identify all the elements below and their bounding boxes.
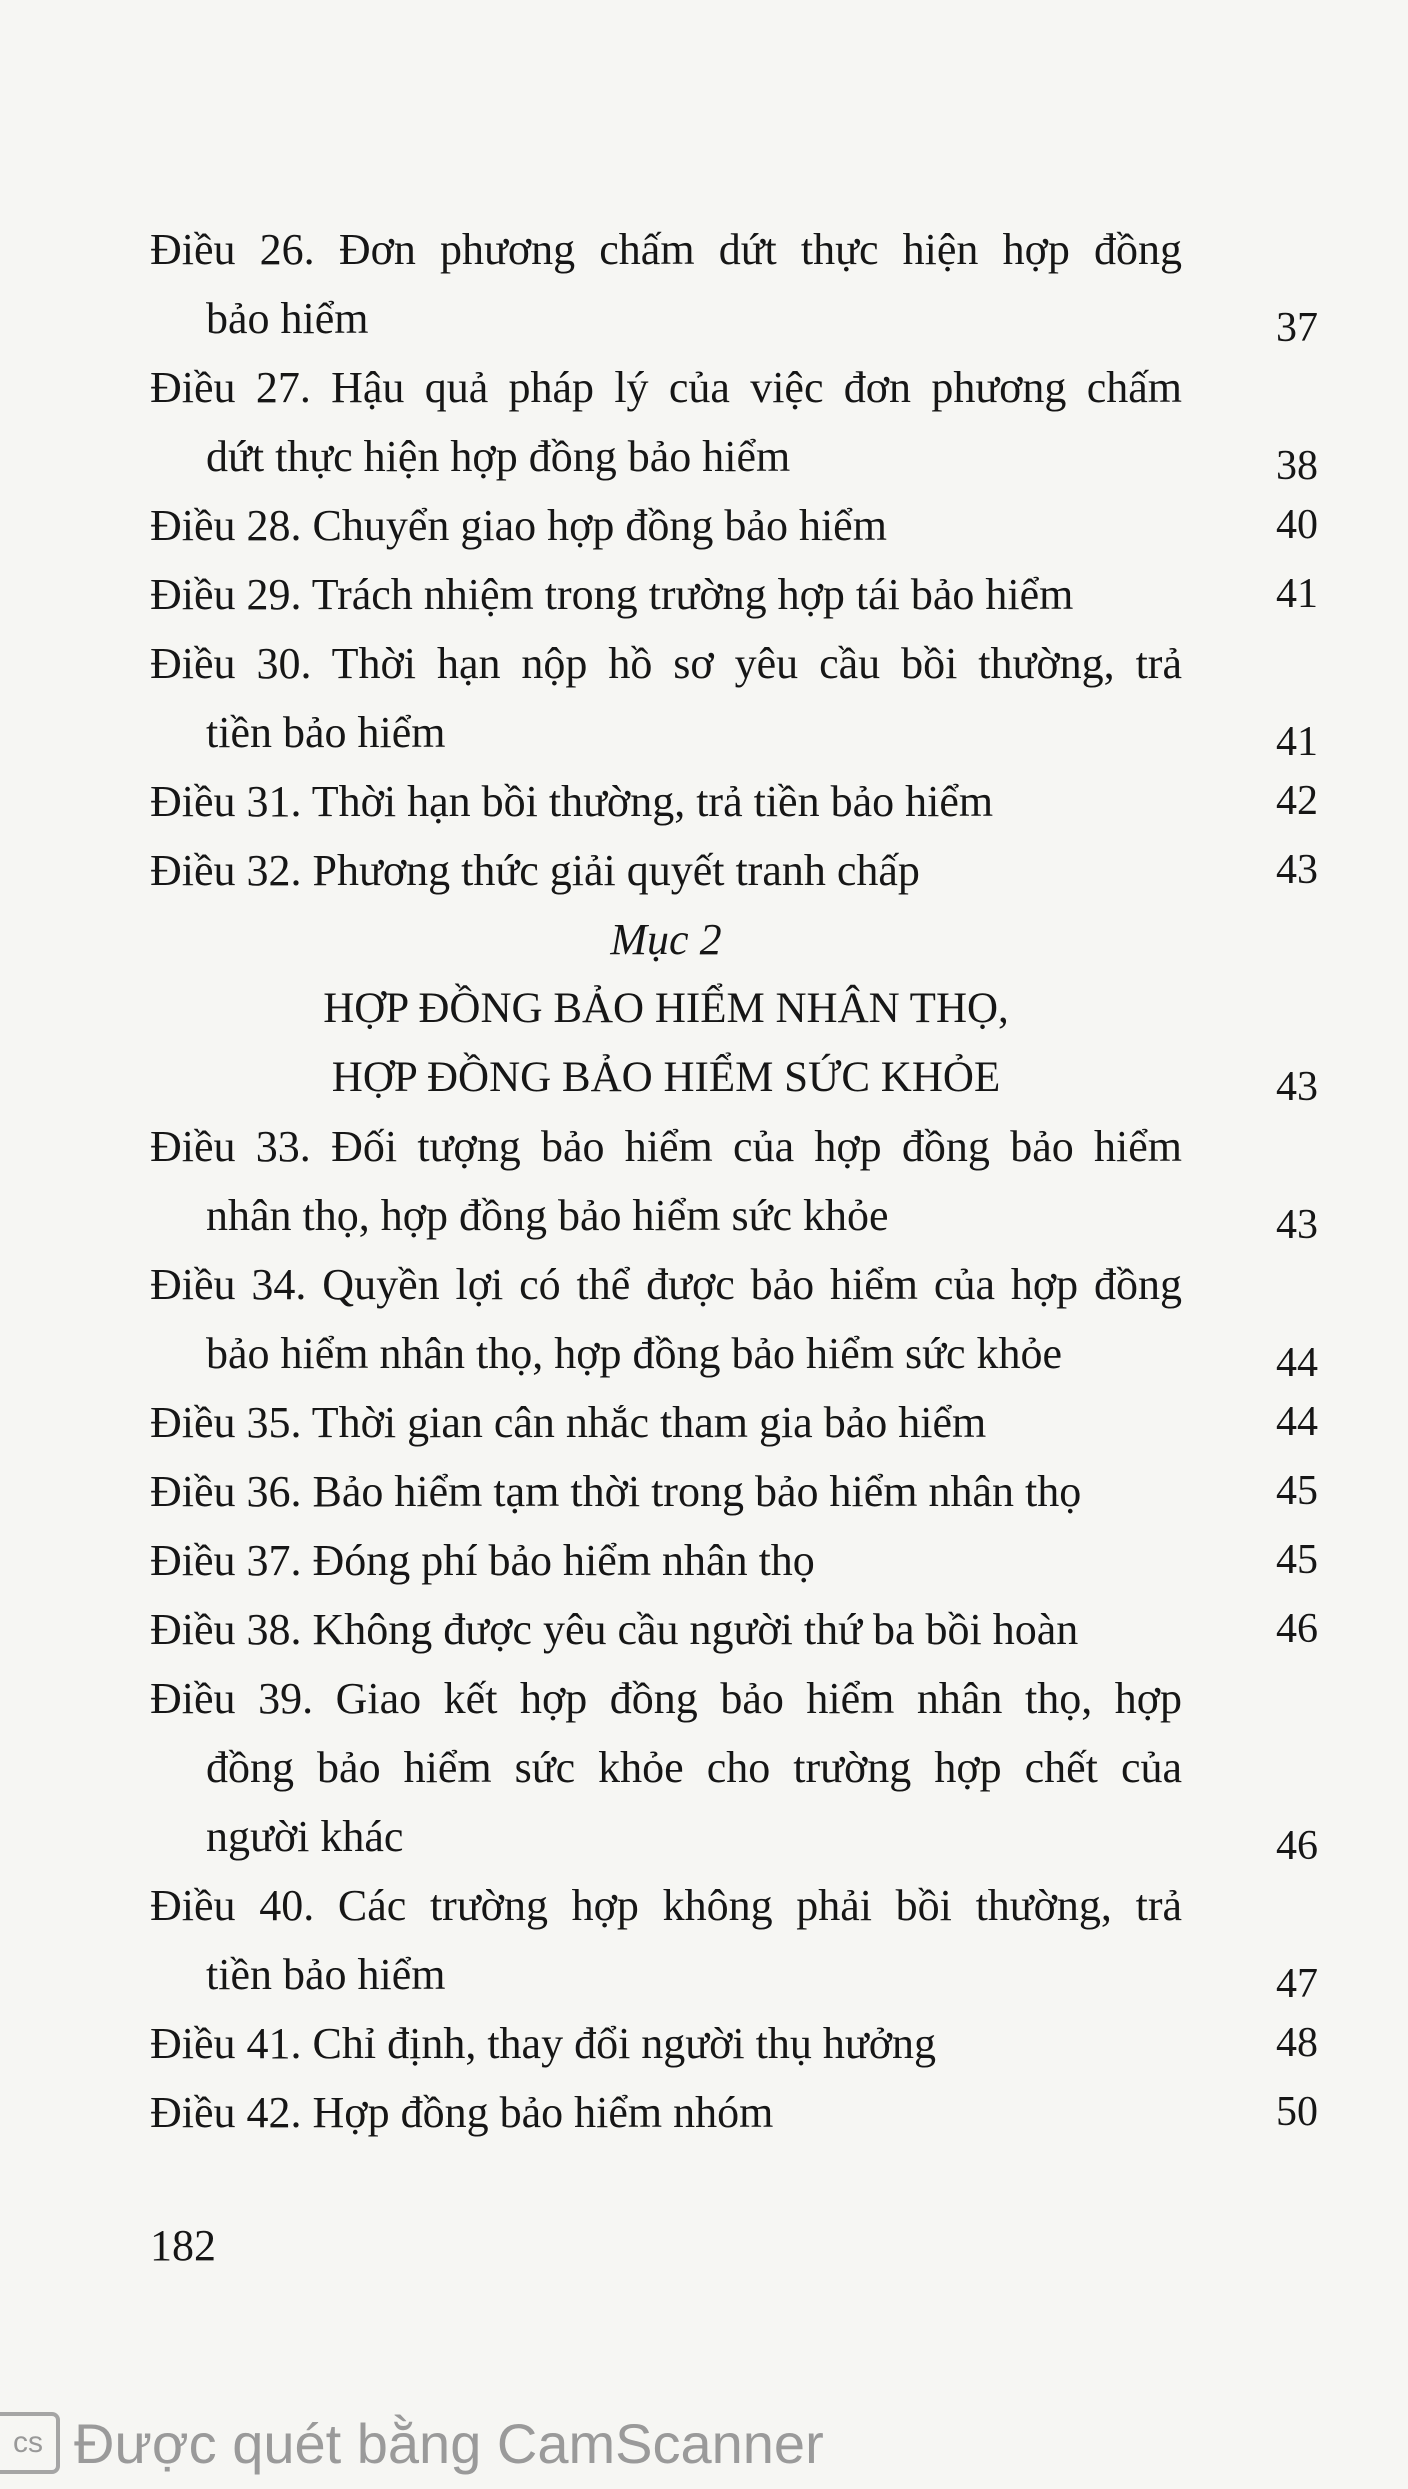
toc-entry — [150, 215, 1318, 353]
section-title-line: HỢP ĐỒNG BẢO HIỂM NHÂN THỌ, — [323, 985, 1009, 1032]
toc-entry — [150, 1664, 1318, 1871]
entry-page-number: 45 — [1276, 1537, 1318, 1583]
entry-title-line: Điều 39. Giao kết hợp đồng bảo hiểm nhân thọ, hợp — [150, 1674, 1182, 1723]
toc-entry — [150, 1457, 1318, 1526]
toc-entry — [150, 1871, 1318, 2009]
entry-page-number: 43 — [1276, 1202, 1318, 1248]
camscanner-watermark — [0, 2408, 824, 2478]
entry-title-line: Điều 30. Thời hạn nộp hồ sơ yêu cầu bồi thường, trả — [150, 639, 1182, 688]
entry-title-line: Điều 38. Không được yêu cầu người thứ ba bồi hoàn — [150, 1605, 1079, 1654]
entry-page-number: 43 — [1276, 1064, 1318, 1110]
toc-entry — [150, 767, 1318, 836]
entry-title-line: Điều 34. Quyền lợi có thể được bảo hiểm của hợp đồng — [150, 1260, 1182, 1309]
entry-page-number: 46 — [1276, 1823, 1318, 1869]
entry-title-line: Điều 42. Hợp đồng bảo hiểm nhóm — [150, 2088, 774, 2137]
toc-entry — [150, 1112, 1318, 1250]
entry-title-line: Điều 31. Thời hạn bồi thường, trả tiền bảo hiểm — [150, 777, 994, 826]
entry-title-line: Điều 27. Hậu quả pháp lý của việc đơn phương chấm — [150, 363, 1182, 412]
toc-entry — [150, 1388, 1318, 1457]
toc-entry — [150, 353, 1318, 491]
entry-title-line: Điều 41. Chỉ định, thay đổi người thụ hưởng — [150, 2019, 936, 2068]
table-of-contents — [150, 215, 1318, 2147]
entry-page-number: 38 — [1276, 443, 1318, 489]
toc-entry — [150, 1595, 1318, 1664]
entry-page-number: 45 — [1276, 1468, 1318, 1514]
entry-title-line: Điều 37. Đóng phí bảo hiểm nhân thọ — [150, 1536, 815, 1585]
watermark-text: Được quét bằng CamScanner — [74, 2411, 824, 2475]
entry-title-line: Điều 35. Thời gian cân nhắc tham gia bảo hiểm — [150, 1398, 987, 1447]
section-title-line: HỢP ĐỒNG BẢO HIỂM SỨC KHỎE — [331, 1054, 1001, 1101]
entry-title-line: Điều 40. Các trường hợp không phải bồi thường, trả — [150, 1881, 1182, 1930]
entry-title-line: dứt thực hiện hợp đồng bảo hiểm — [206, 432, 791, 481]
entry-title-line: tiền bảo hiểm — [206, 708, 446, 757]
entry-title-line: Điều 36. Bảo hiểm tạm thời trong bảo hiểm nhân thọ — [150, 1467, 1082, 1516]
entry-title-line: bảo hiểm — [206, 294, 369, 343]
entry-page-number: 42 — [1276, 778, 1318, 824]
entry-page-number: 41 — [1276, 571, 1318, 617]
toc-entry — [150, 2009, 1318, 2078]
entry-page-number: 50 — [1276, 2089, 1318, 2135]
page-number: 182 — [150, 2221, 216, 2270]
toc-entry — [150, 2078, 1318, 2147]
section-label: Mục 2 — [610, 915, 722, 964]
camscanner-logo-icon: cs — [0, 2412, 60, 2474]
entry-page-number: 48 — [1276, 2020, 1318, 2066]
toc-entry — [150, 1250, 1318, 1388]
toc-section-heading — [150, 905, 1318, 1112]
entry-page-number: 44 — [1276, 1340, 1318, 1386]
entry-title-line: Điều 33. Đối tượng bảo hiểm của hợp đồng bảo hiểm — [150, 1122, 1182, 1171]
entry-page-number: 41 — [1276, 719, 1318, 765]
entry-page-number: 43 — [1276, 847, 1318, 893]
entry-title-line: Điều 32. Phương thức giải quyết tranh chấp — [150, 846, 920, 895]
entry-title-line: nhân thọ, hợp đồng bảo hiểm sức khỏe — [206, 1191, 889, 1240]
entry-page-number: 46 — [1276, 1606, 1318, 1652]
entry-title-line: người khác — [206, 1812, 404, 1861]
toc-entry — [150, 836, 1318, 905]
entry-title-line: Điều 26. Đơn phương chấm dứt thực hiện hợp đồng — [150, 225, 1182, 274]
toc-entry — [150, 560, 1318, 629]
entry-title-line: Điều 28. Chuyển giao hợp đồng bảo hiểm — [150, 501, 887, 550]
entry-page-number: 40 — [1276, 502, 1318, 548]
entry-page-number: 47 — [1276, 1961, 1318, 2007]
entry-page-number: 44 — [1276, 1399, 1318, 1445]
entry-page-number: 37 — [1276, 305, 1318, 351]
toc-entry — [150, 1526, 1318, 1595]
toc-entry — [150, 491, 1318, 560]
entry-title-line: tiền bảo hiểm — [206, 1950, 446, 1999]
entry-title-line: bảo hiểm nhân thọ, hợp đồng bảo hiểm sức khỏe — [206, 1329, 1063, 1378]
entry-title-line: đồng bảo hiểm sức khỏe cho trường hợp chết của — [206, 1743, 1182, 1792]
toc-entry — [150, 629, 1318, 767]
entry-title-line: Điều 29. Trách nhiệm trong trường hợp tái bảo hiểm — [150, 570, 1074, 619]
